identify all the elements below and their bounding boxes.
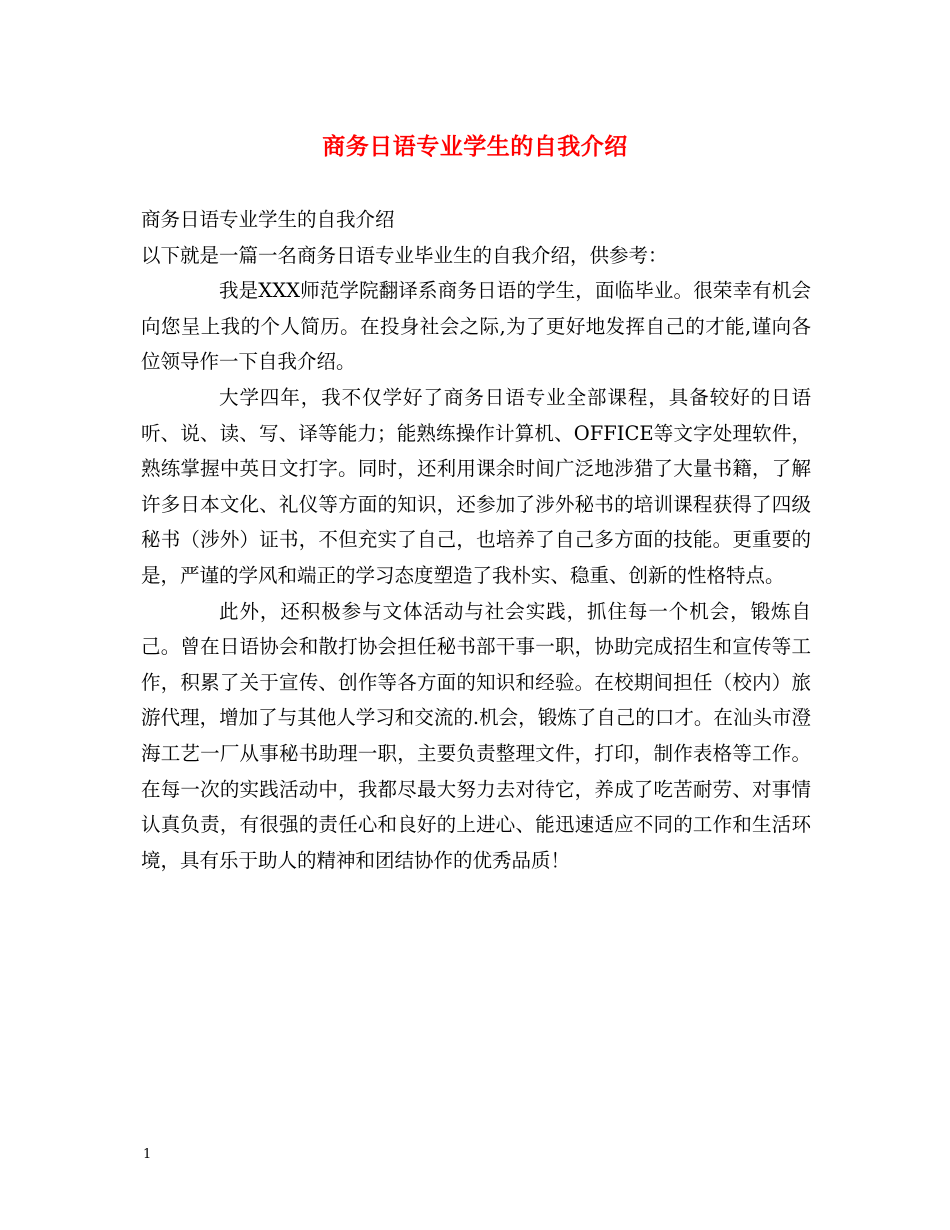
paragraph-activities-practice: 此外，还积极参与文体活动与社会实践，抓住每一个机会，锻炼自己。曾在日语协会和散打协会担任秘书部干事一职，协助完成招生和宣传等工作，积累了关于宣传、创作等各方面的知识和经验。在校期间担任（校内）旅游代理，增加了与其他人学习和交流的.机会，锻炼了自己的口才。在汕头市澄海工艺一厂从事秘书助理一职，主要负责整理文件，打印，制作表格等工作。在每一次的实践活动中，我都尽最大努力去对待它，养成了吃苦耐劳、对事情认真负责，有很强的责任心和良好的上进心、能迅速适应不同的工作和生活环境，具有乐于助人的精神和团结协作的优秀品质！	[141, 599, 811, 872]
page-number: 1	[143, 1147, 152, 1162]
document-subtitle: 商务日语专业学生的自我介绍	[141, 208, 395, 231]
document-intro: 以下就是一篇一名商务日语专业毕业生的自我介绍，供参考：	[141, 243, 668, 267]
paragraph-university-study: 大学四年，我不仅学好了商务日语专业全部课程，具备较好的日语听、说、读、写、译等能力；能熟练操作计算机、OFFICE等文字处理软件，熟练掌握中英日文打字。同时，还利用课余时间广泛地涉猎了大量书籍，了解许多日本文化、礼仪等方面的知识，还参加了涉外秘书的培训课程获得了四级秘书（涉外）证书，不但充实了自己，也培养了自己多方面的技能。更重要的是，严谨的学风和端正的学习态度塑造了我朴实、稳重、创新的性格特点。	[141, 385, 811, 587]
document-body	[141, 202, 811, 878]
document-title: 商务日语专业学生的自我介绍	[322, 133, 628, 160]
paragraph-introduction: 我是XXX师范学院翻译系商务日语的学生，面临毕业。很荣幸有机会向您呈上我的个人简历。在投身社会之际,为了更好地发挥自己的才能,谨向各位领导作一下自我介绍。	[141, 279, 811, 374]
